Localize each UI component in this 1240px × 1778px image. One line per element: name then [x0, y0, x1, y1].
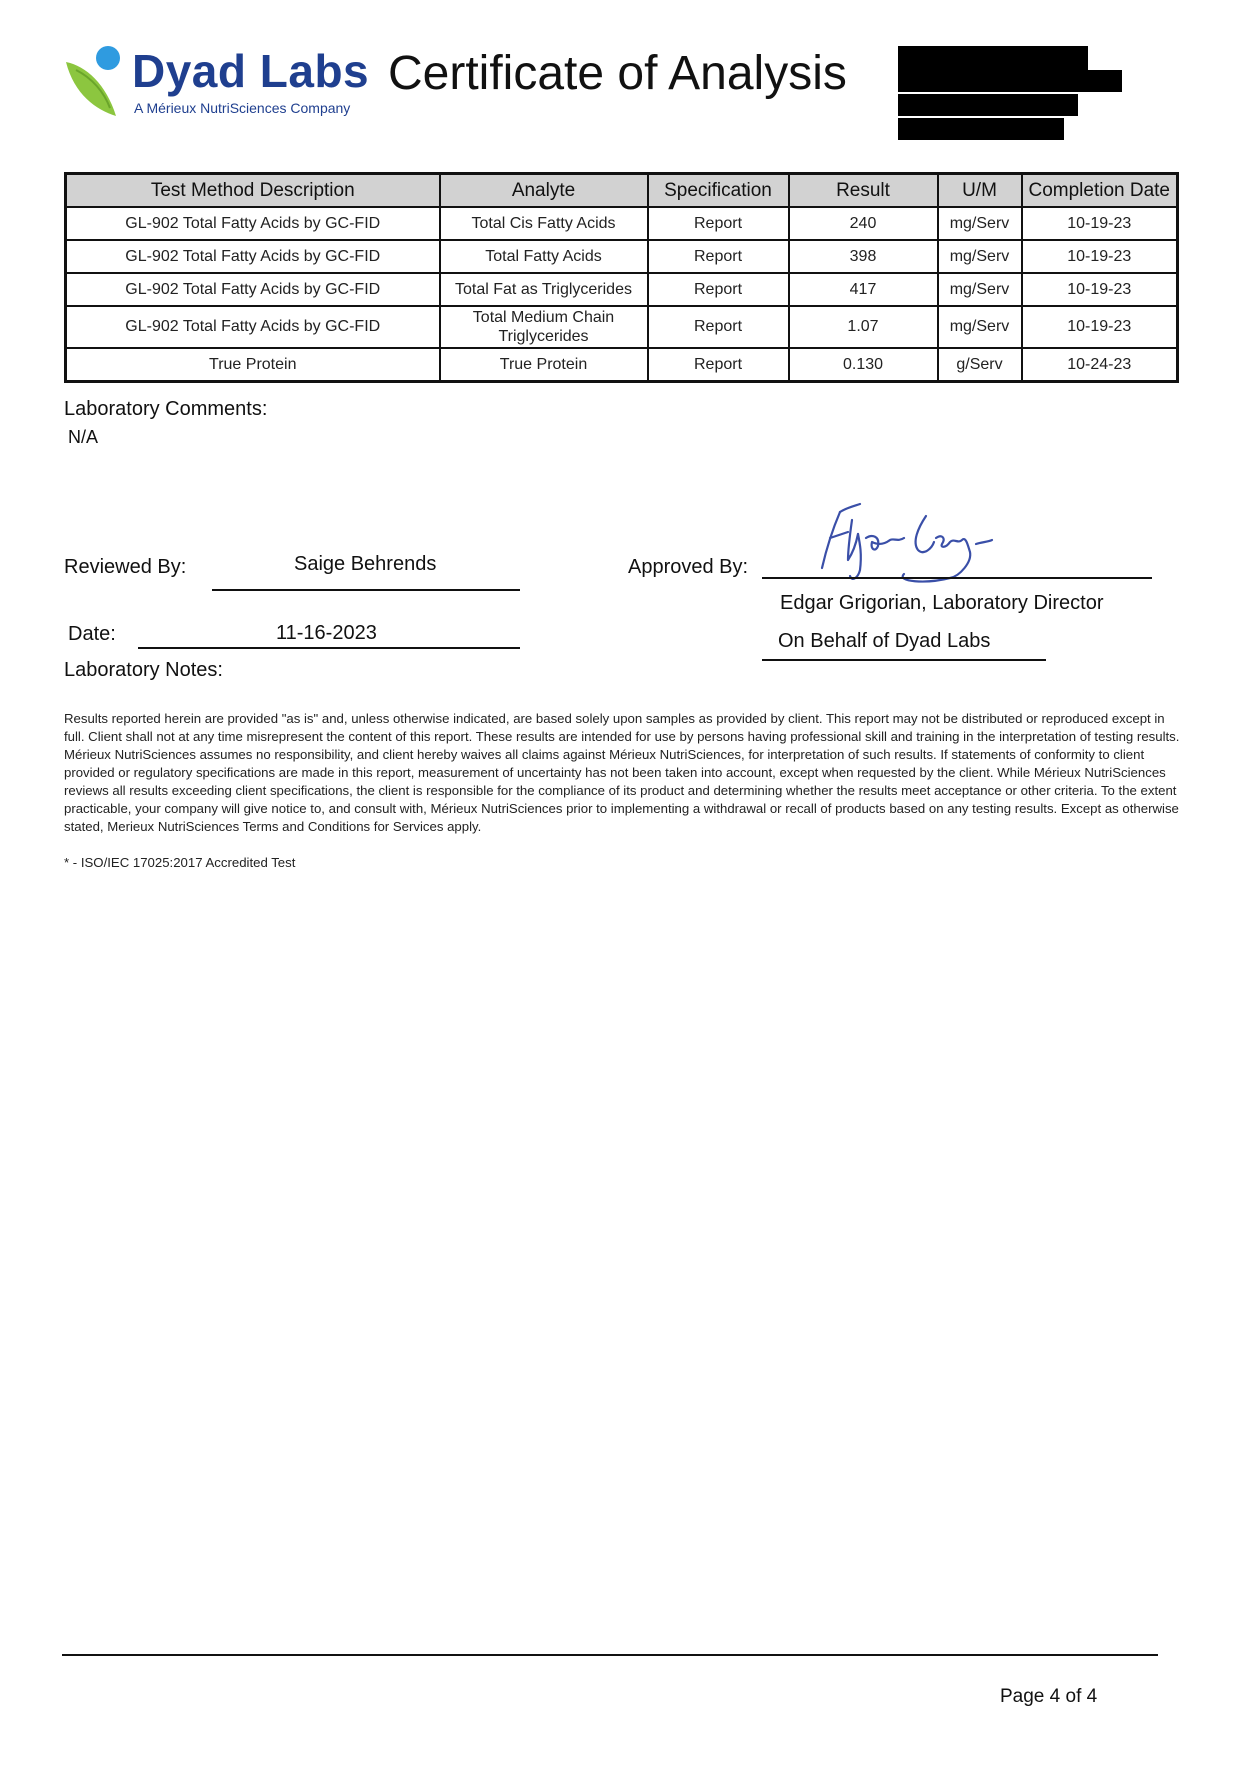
table-cell: mg/Serv [938, 207, 1022, 240]
table-cell: Total Fat as Triglycerides [440, 273, 648, 306]
notes-disclaimer: Results reported herein are provided "as is" and, unless otherwise indicated, are based solely upon samples as provided by client. This report may not be distributed or reproduced except in full. Client shall not at any time misrepresent the content of this report. These results are intended for use by persons having professional skill and training in the interpretation of testing results. Mérieux NutriSciences assumes no responsibility, and client hereby waives all claims against Mérieux NutriSciences, for interpretation of such results. If statements of conformity to client provided or regulatory specifications are made in this report, measurement of uncertainty has not been taken into account, except when requested by the client. While Mérieux NutriSciences reviews all results exceeding client specifications, the client is responsible for the compliance of its product and determining whether the results meet acceptance or other criteria. To the extent practicable, your company will give notice to, and consult with, Mérieux NutriSciences prior to implementing a withdrawal or recall of products based on any testing results. Except as otherwise stated, Merieux NutriSciences Terms and Conditions for Services apply. [64, 711, 1180, 834]
column-header: Test Method Description [66, 174, 440, 208]
column-header: U/M [938, 174, 1022, 208]
table-cell: 10-19-23 [1022, 306, 1178, 348]
table-cell: Report [648, 240, 789, 273]
reviewer-signature-line [212, 589, 520, 591]
redaction-block [898, 94, 1078, 116]
table-row [66, 306, 1178, 348]
column-header: Specification [648, 174, 789, 208]
table-cell: g/Serv [938, 348, 1022, 382]
table-row [66, 240, 1178, 273]
column-header: Analyte [440, 174, 648, 208]
column-header: Completion Date [1022, 174, 1178, 208]
table-cell: 10-19-23 [1022, 240, 1178, 273]
table-cell: mg/Serv [938, 240, 1022, 273]
table-cell: 417 [789, 273, 938, 306]
table-cell: GL-902 Total Fatty Acids by GC-FID [66, 306, 440, 348]
comments-label: Laboratory Comments: [64, 398, 268, 420]
results-table [64, 172, 1179, 383]
approver-title: Edgar Grigorian, Laboratory Director [780, 592, 1104, 614]
reviewed-by-label: Reviewed By: [64, 556, 187, 578]
on-behalf-text: On Behalf of Dyad Labs [778, 630, 991, 652]
redaction-block [898, 46, 1088, 70]
date-line [138, 647, 520, 649]
table-cell: True Protein [66, 348, 440, 382]
table-row [66, 348, 1178, 382]
column-header: Result [789, 174, 938, 208]
brand-tagline: A Mérieux NutriSciences Company [134, 100, 351, 116]
company-logo [62, 44, 382, 124]
table-cell: mg/Serv [938, 306, 1022, 348]
table-cell: True Protein [440, 348, 648, 382]
table-cell: 10-24-23 [1022, 348, 1178, 382]
table-cell: Report [648, 207, 789, 240]
iso-accreditation-note: * - ISO/IEC 17025:2017 Accredited Test [64, 855, 296, 870]
signature-image [800, 498, 1010, 594]
table-cell: 240 [789, 207, 938, 240]
page-number: Page 4 of 4 [1000, 1686, 1098, 1707]
table-cell: Report [648, 348, 789, 382]
redaction-block [898, 118, 1064, 140]
reviewer-name: Saige Behrends [294, 553, 437, 575]
on-behalf-line [762, 659, 1046, 661]
date-value: 11-16-2023 [276, 622, 377, 644]
table-cell: 398 [789, 240, 938, 273]
table-cell: GL-902 Total Fatty Acids by GC-FID [66, 207, 440, 240]
table-cell: Total Cis Fatty Acids [440, 207, 648, 240]
table-cell: 10-19-23 [1022, 207, 1178, 240]
table-cell: Report [648, 306, 789, 348]
table-cell: 0.130 [789, 348, 938, 382]
brand-name: Dyad Labs [132, 45, 370, 97]
document-title: Certificate of Analysis [388, 47, 847, 100]
notes-label: Laboratory Notes: [64, 659, 223, 681]
approver-signature-line [762, 577, 1152, 579]
table-cell: GL-902 Total Fatty Acids by GC-FID [66, 240, 440, 273]
redaction-block [898, 70, 1122, 92]
approved-by-label: Approved By: [628, 556, 749, 578]
table-row [66, 273, 1178, 306]
table-cell: Report [648, 273, 789, 306]
logo-mark-icon [62, 44, 132, 124]
footer-rule [62, 1654, 1158, 1656]
table-row [66, 207, 1178, 240]
table-cell: 1.07 [789, 306, 938, 348]
table-cell: GL-902 Total Fatty Acids by GC-FID [66, 273, 440, 306]
table-header-row [66, 174, 1178, 208]
table-cell: mg/Serv [938, 273, 1022, 306]
date-label: Date: [68, 623, 116, 645]
table-cell: Total Medium Chain Triglycerides [440, 306, 648, 348]
table-cell: 10-19-23 [1022, 273, 1178, 306]
comments-value: N/A [68, 427, 99, 447]
table-cell: Total Fatty Acids [440, 240, 648, 273]
